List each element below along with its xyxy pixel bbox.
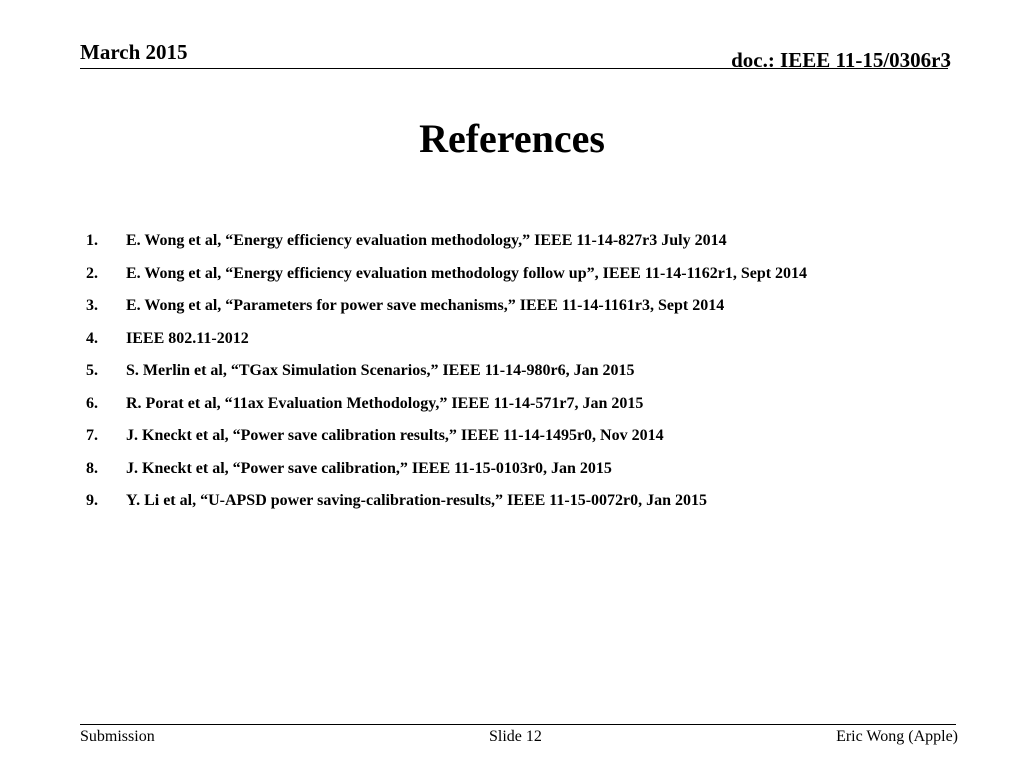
reference-text: J. Kneckt et al, “Power save calibration results,” IEEE 11-14-1495r0, Nov 2014 (126, 427, 664, 444)
reference-number: 6. (86, 394, 98, 412)
reference-number: 8. (86, 459, 98, 477)
footer-submission: Submission (80, 728, 155, 745)
reference-item (86, 359, 942, 383)
reference-item (86, 424, 942, 448)
reference-item (86, 392, 942, 416)
reference-text: E. Wong et al, “Energy efficiency evaluation methodology follow up”, IEEE 11-14-1162r1, Sept 2014 (126, 264, 808, 282)
header-divider (80, 68, 948, 69)
footer-divider (80, 724, 956, 725)
reference-text: Y. Li et al, “U-APSD power saving-calibration-results,” IEEE 11-15-0072r0, Jan 2015 (126, 492, 708, 509)
reference-text: R. Porat et al, “11ax Evaluation Methodology,” IEEE 11-14-571r7, Jan 2015 (126, 394, 644, 412)
header-doc-id: doc.: IEEE 11-15/0306r3 (731, 48, 951, 72)
reference-text: IEEE 802.11-2012 (126, 329, 249, 347)
reference-number: 2. (86, 264, 98, 282)
reference-item (86, 294, 942, 318)
reference-number: 3. (86, 297, 98, 314)
reference-item (86, 457, 942, 481)
footer-author: Eric Wong (Apple) (836, 728, 958, 745)
reference-number: 7. (86, 427, 98, 444)
header-date: March 2015 (80, 40, 188, 64)
slide-title: References (419, 116, 605, 161)
reference-item (86, 327, 942, 351)
footer-slide-number: Slide 12 (489, 728, 542, 745)
reference-list (86, 229, 942, 522)
reference-item (86, 262, 942, 286)
reference-text: E. Wong et al, “Energy efficiency evaluation methodology,” IEEE 11-14-827r3 July 2014 (126, 232, 727, 249)
reference-number: 1. (86, 232, 98, 249)
reference-text: E. Wong et al, “Parameters for power save mechanisms,” IEEE 11-14-1161r3, Sept 2014 (126, 297, 725, 314)
reference-item (86, 489, 942, 513)
reference-text: J. Kneckt et al, “Power save calibration,” IEEE 11-15-0103r0, Jan 2015 (126, 459, 612, 477)
reference-number: 9. (86, 492, 98, 509)
reference-item (86, 229, 942, 253)
reference-number: 4. (86, 329, 98, 347)
reference-text: S. Merlin et al, “TGax Simulation Scenarios,” IEEE 11-14-980r6, Jan 2015 (126, 362, 635, 379)
reference-number: 5. (86, 362, 98, 379)
